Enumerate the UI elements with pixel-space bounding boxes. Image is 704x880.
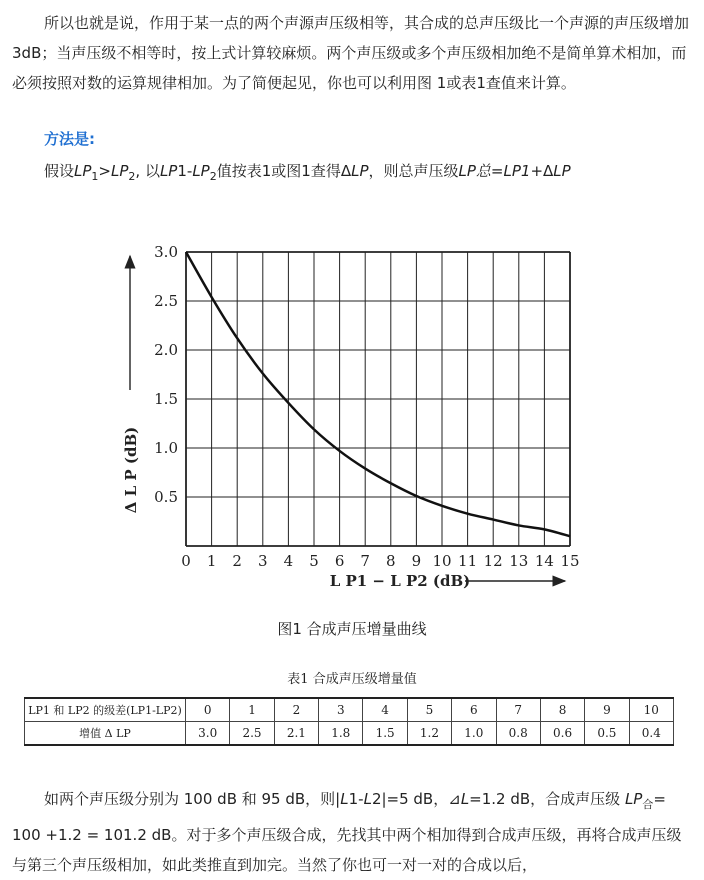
diff-cell: 5: [407, 698, 451, 722]
sub-b: 2: [128, 170, 136, 183]
increment-cell: 1.8: [319, 722, 363, 746]
x-tick-label: 6: [334, 552, 345, 570]
increment-cell: 1.2: [407, 722, 451, 746]
diff-cell: 4: [363, 698, 407, 722]
header-label-cell: LP1 和 LP2 的级差(LP1-LP2): [25, 698, 186, 722]
assume-mid: 值按表1或图1查得Δ: [216, 162, 352, 180]
increment-cell: 0.4: [629, 722, 673, 746]
diff-cell: 3: [319, 698, 363, 722]
sub-a: 1: [91, 170, 99, 183]
plus-delta: +Δ: [530, 162, 554, 180]
x-axis-label: L P1 − L P2 (dB): [329, 572, 471, 590]
increment-cell: 0.5: [585, 722, 629, 746]
x-tick-label: 12: [483, 552, 503, 570]
lp-e: LP: [351, 162, 369, 180]
increment-curve-chart: [110, 230, 600, 600]
example-delta: ⊿: [448, 790, 461, 808]
example-t1: 如两个声压级分别为 100 dB 和 95 dB，则|: [44, 790, 341, 808]
example-sub-he: 合: [642, 798, 654, 811]
increment-cell: 1.5: [363, 722, 407, 746]
x-tick-label: 1: [206, 552, 217, 570]
example-t4: =1.2 dB，合成声压级: [469, 790, 625, 808]
diff-cell: 0: [186, 698, 230, 722]
diff-cell: 7: [496, 698, 540, 722]
lp-total: LP总: [458, 162, 491, 180]
y-axis-label: Δ L P (dB): [122, 426, 140, 514]
table-caption: 表1 合成声压级增量值: [287, 672, 417, 687]
example-paragraph: [12, 784, 696, 880]
diff-cell: 1: [230, 698, 274, 722]
example-t3: 2|=5 dB，: [371, 790, 449, 808]
y-tick-label: 2.5: [154, 292, 178, 310]
lp-b: LP: [111, 162, 129, 180]
diff-cell: 6: [452, 698, 496, 722]
example-t5: = 100 +1.2 = 101.2 dB。对于多个声压级合成，先找其中两个相加得到合成声压级，再将合成声压级与第三个声压级相加，如此类推直到加完。当然了你也可一对一对的合成以后，: [12, 790, 682, 874]
lp-c: LP: [159, 162, 178, 180]
increment-cell: 3.0: [186, 722, 230, 746]
diff-cell: 2: [274, 698, 318, 722]
table-row-diffs: [25, 698, 674, 722]
lp-f: LP: [553, 162, 571, 180]
x-tick-labels: [181, 552, 579, 570]
x-tick-label: 10: [432, 552, 452, 570]
lp-d: LP: [192, 162, 210, 180]
y-tick-label: 0.5: [154, 488, 178, 506]
x-tick-label: 15: [560, 552, 580, 570]
increment-cell: 0.8: [496, 722, 540, 746]
figure-caption: 图1 合成声压增量曲线: [277, 620, 427, 638]
lp1: LP1: [503, 162, 531, 180]
gt-sign: >: [98, 162, 111, 180]
eq-sign: =: [490, 162, 504, 180]
chart-grid: [186, 252, 570, 546]
y-tick-labels: [154, 243, 178, 506]
example-l3: L: [460, 790, 470, 808]
x-tick-label: 7: [360, 552, 370, 570]
example-l2: L: [363, 790, 372, 808]
method-title: 方法是:: [44, 130, 95, 148]
increment-table: [24, 697, 674, 746]
x-tick-label: 5: [309, 552, 319, 570]
sub-c: 1: [177, 162, 187, 180]
diff-cell: 9: [585, 698, 629, 722]
assume-prefix: 假设: [44, 162, 75, 180]
x-tick-label: 8: [386, 552, 396, 570]
diff-cell: 8: [540, 698, 584, 722]
intro-paragraph: 所以也就是说，作用于某一点的两个声源声压级相等，其合成的总声压级比一个声源的声压级增加 3dB；当声压级不相等时，按上式计算较麻烦。两个声压级或多个声压级相加绝不是简单算术相加，而必须按照对数的运算规律相加。为了简便起见，你也可以利用图 1或表1查值来计算。: [12, 14, 690, 92]
x-tick-label: 4: [283, 552, 294, 570]
example-lp: LP: [624, 790, 643, 808]
increment-cell: 0.6: [540, 722, 584, 746]
x-tick-label: 2: [232, 552, 242, 570]
x-tick-label: 3: [258, 552, 268, 570]
series-line-delta-lp: [186, 252, 570, 536]
x-tick-label: 13: [509, 552, 529, 570]
x-tick-label: 14: [534, 552, 554, 570]
x-tick-label: 11: [458, 552, 478, 570]
comma-use: , 以: [135, 162, 160, 180]
increment-cell: 1.0: [452, 722, 496, 746]
increment-cell: 2.5: [230, 722, 274, 746]
y-tick-label: 1.5: [154, 390, 178, 408]
y-tick-label: 2.0: [154, 341, 178, 359]
sub-d: 2: [209, 170, 217, 183]
example-l1: L: [340, 790, 349, 808]
example-t2: 1-: [348, 790, 364, 808]
diff-cell: 10: [629, 698, 673, 722]
minus-sign: -: [186, 162, 193, 180]
y-tick-label: 3.0: [154, 243, 178, 261]
assumption-line: [44, 160, 571, 183]
table-row-increments: [25, 722, 674, 746]
value-label-cell: 增值 Δ LP: [25, 722, 186, 746]
y-tick-label: 1.0: [154, 439, 178, 457]
lp-a: LP: [74, 162, 92, 180]
assume-then: ，则总声压级: [368, 162, 459, 180]
increment-cell: 2.1: [274, 722, 318, 746]
x-tick-label: 9: [411, 552, 422, 570]
x-tick-label: 0: [181, 552, 191, 570]
